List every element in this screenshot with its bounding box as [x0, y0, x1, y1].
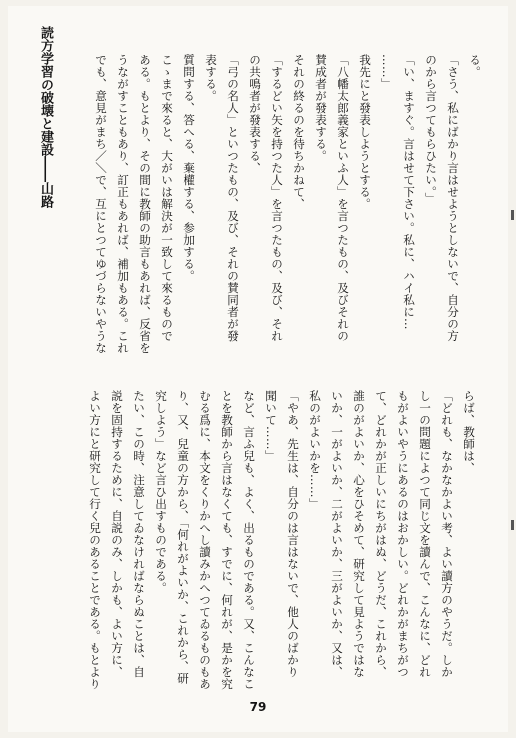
- text-column: の共鳴者が發表する、: [248, 54, 262, 174]
- text-column: たい、この時、注意してゐなければならぬことは、自: [132, 390, 146, 678]
- text-column: 表する。: [204, 54, 218, 102]
- text-column: る。: [468, 54, 482, 78]
- text-column: うながすこともあり、訂正もあれば、補加もある。これ: [116, 54, 130, 354]
- text-column: らば、教師は、: [462, 390, 476, 474]
- text-column: むる爲に、本文をくりかへし讀みかへつてゐるものもあ: [198, 390, 212, 690]
- text-column: 誰のがよいか、心をひそめて、研究して見ようではな: [352, 390, 366, 678]
- text-column: よい方にと研究して行く兒のあることである。もとより: [88, 390, 102, 690]
- text-column: 我先にと發表しようとする。: [358, 54, 372, 210]
- text-column: し一の問題によつて同じ文を讀んで、こんなに、どれ: [418, 390, 432, 678]
- book-page: [8, 6, 508, 732]
- text-column: 「弓の名人」といつたもの、及び、それの賛同者が發: [226, 54, 240, 342]
- text-column: など、言ふ兒も、よく、出るものである。又、こんなこ: [242, 390, 256, 690]
- text-column: とを教師から言はなくても、すでに、何れが、是かを究: [220, 390, 234, 690]
- text-column: でも、意見がまち／＼で、互にとつてゆづらないやうな: [94, 54, 108, 354]
- text-column: それの終るのを待ちかねて、: [292, 54, 306, 210]
- text-column: 「さう、私にばかり言はせようとしないで、自分の方: [446, 54, 460, 342]
- text-column: こゝまで來ると、大がいは解決が一致して來るもので: [160, 54, 174, 342]
- text-column: 聞いて……」: [264, 390, 278, 462]
- text-column: 「どれも、なかなかよい考、よい讀方のやうだ。しか: [440, 390, 454, 678]
- page-number: 79: [249, 700, 267, 714]
- text-column: 賛成者が發表する。: [314, 54, 328, 162]
- text-column: 究しよう」など言ひ出すものである。: [154, 390, 168, 594]
- text-column: 説を固持するために、自説のみ、しかも、よい方に、: [110, 390, 124, 678]
- text-column: り、又、兒童の方から、「何れがよいか、これから、研: [176, 390, 190, 685]
- edge-mark: [511, 520, 514, 530]
- upper-text-block: [90, 54, 486, 354]
- text-column: 「八幡太郎義家といふ人」を言つたもの、及びそれの: [336, 54, 350, 342]
- edge-mark: [511, 210, 514, 220]
- running-head: 読方学習の破壊と建設――山路: [38, 26, 53, 208]
- text-column: て、どれかが正しいにちがはぬ、どうだ、これから、: [374, 390, 388, 678]
- text-column: のから言つてもらひたい。」: [424, 54, 438, 205]
- text-column: ある。もとより、その間に教師の助言もあれば、反省を: [138, 54, 152, 354]
- lower-text-block: [84, 390, 480, 722]
- text-column: もがよいやうにあるのはおかしい。どれかがまちがつ: [396, 390, 410, 678]
- text-column: 質問する、答へる、棄權する、参加する。: [182, 54, 196, 282]
- text-column: 私のがよいかを……」: [308, 390, 322, 510]
- text-column: 「やあ、先生は、自分のは言はないで、他人のばかり: [286, 390, 300, 678]
- text-column: いか、一がよいか、二がよいか、三がよいか、又は、: [330, 390, 344, 678]
- text-column: ……」: [380, 54, 394, 90]
- text-column: 「するどい矢を持つた人」を言つたもの、及び、それ: [270, 54, 284, 342]
- text-column: 「い、ますぐ。言はせて下さい。私に、ハイ私に…: [402, 54, 416, 330]
